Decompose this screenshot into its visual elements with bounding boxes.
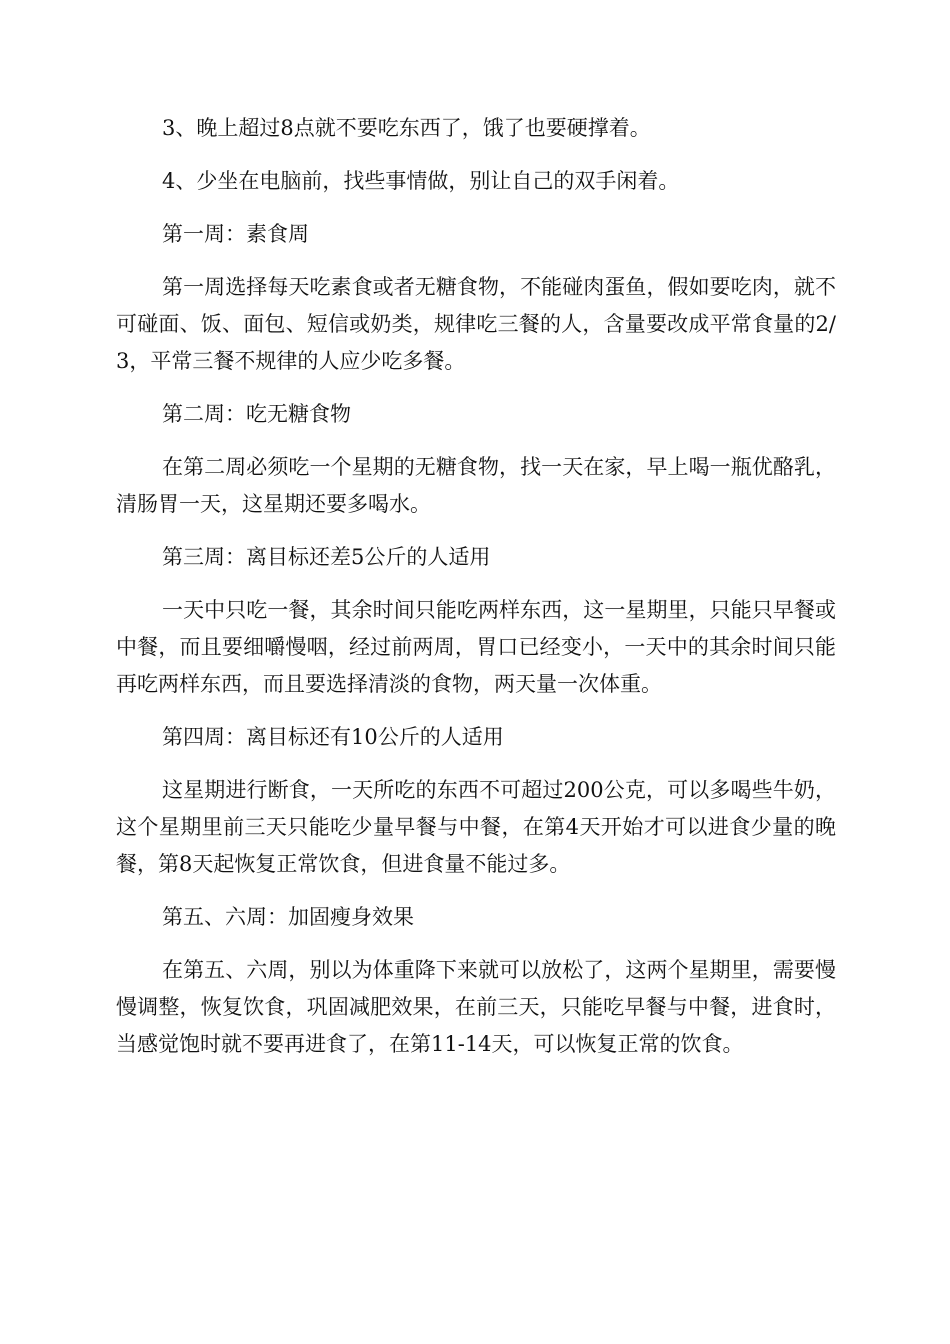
week-4-paragraph: 这星期进行断食，一天所吃的东西不可超过200公克，可以多喝些牛奶，这个星期里前三天只能吃少量早餐与中餐，在第4天开始才可以进食少量的晚餐，第8天起恢复正常饮食，但进食量不能过多。: [116, 778, 836, 876]
week-2-heading: 第二周：吃无糖食物: [162, 402, 351, 426]
week-5-6-paragraph: 在第五、六周，别以为体重降下来就可以放松了，这两个星期里，需要慢慢调整，恢复饮食，巩固减肥效果，在前三天，只能吃早餐与中餐，进食时，当感觉饱时就不要再进食了，在第11-14天，可以恢复正常的饮食。: [116, 958, 836, 1056]
week-1-paragraph: 第一周选择每天吃素食或者无糖食物，不能碰肉蛋鱼，假如要吃肉，就不可碰面、饭、面包、短信或奶类，规律吃三餐的人，含量要改成平常食量的2/3，平常三餐不规律的人应少吃多餐。: [116, 275, 836, 373]
tip-paragraph-3: 3、晚上超过8点就不要吃东西了，饿了也要硬撑着。: [162, 116, 651, 140]
document-body: [116, 110, 836, 1079]
week-3-paragraph: 一天中只吃一餐，其余时间只能吃两样东西，这一星期里，只能只早餐或中餐，而且要细嚼慢咽，经过前两周，胃口已经变小，一天中的其余时间只能再吃两样东西，而且要选择清淡的食物，两天量一次体重。: [116, 598, 836, 696]
week-1-heading: 第一周：素食周: [162, 222, 309, 246]
week-4-heading: 第四周：离目标还有10公斤的人适用: [162, 725, 504, 749]
week-5-6-heading: 第五、六周：加固瘦身效果: [162, 905, 414, 929]
tip-paragraph-4: 4、少坐在电脑前，找些事情做，别让自己的双手闲着。: [162, 169, 680, 193]
week-2-paragraph: 在第二周必须吃一个星期的无糖食物，找一天在家，早上喝一瓶优酪乳，清肠胃一天，这星期还要多喝水。: [116, 455, 836, 516]
week-3-heading: 第三周：离目标还差5公斤的人适用: [162, 545, 491, 569]
